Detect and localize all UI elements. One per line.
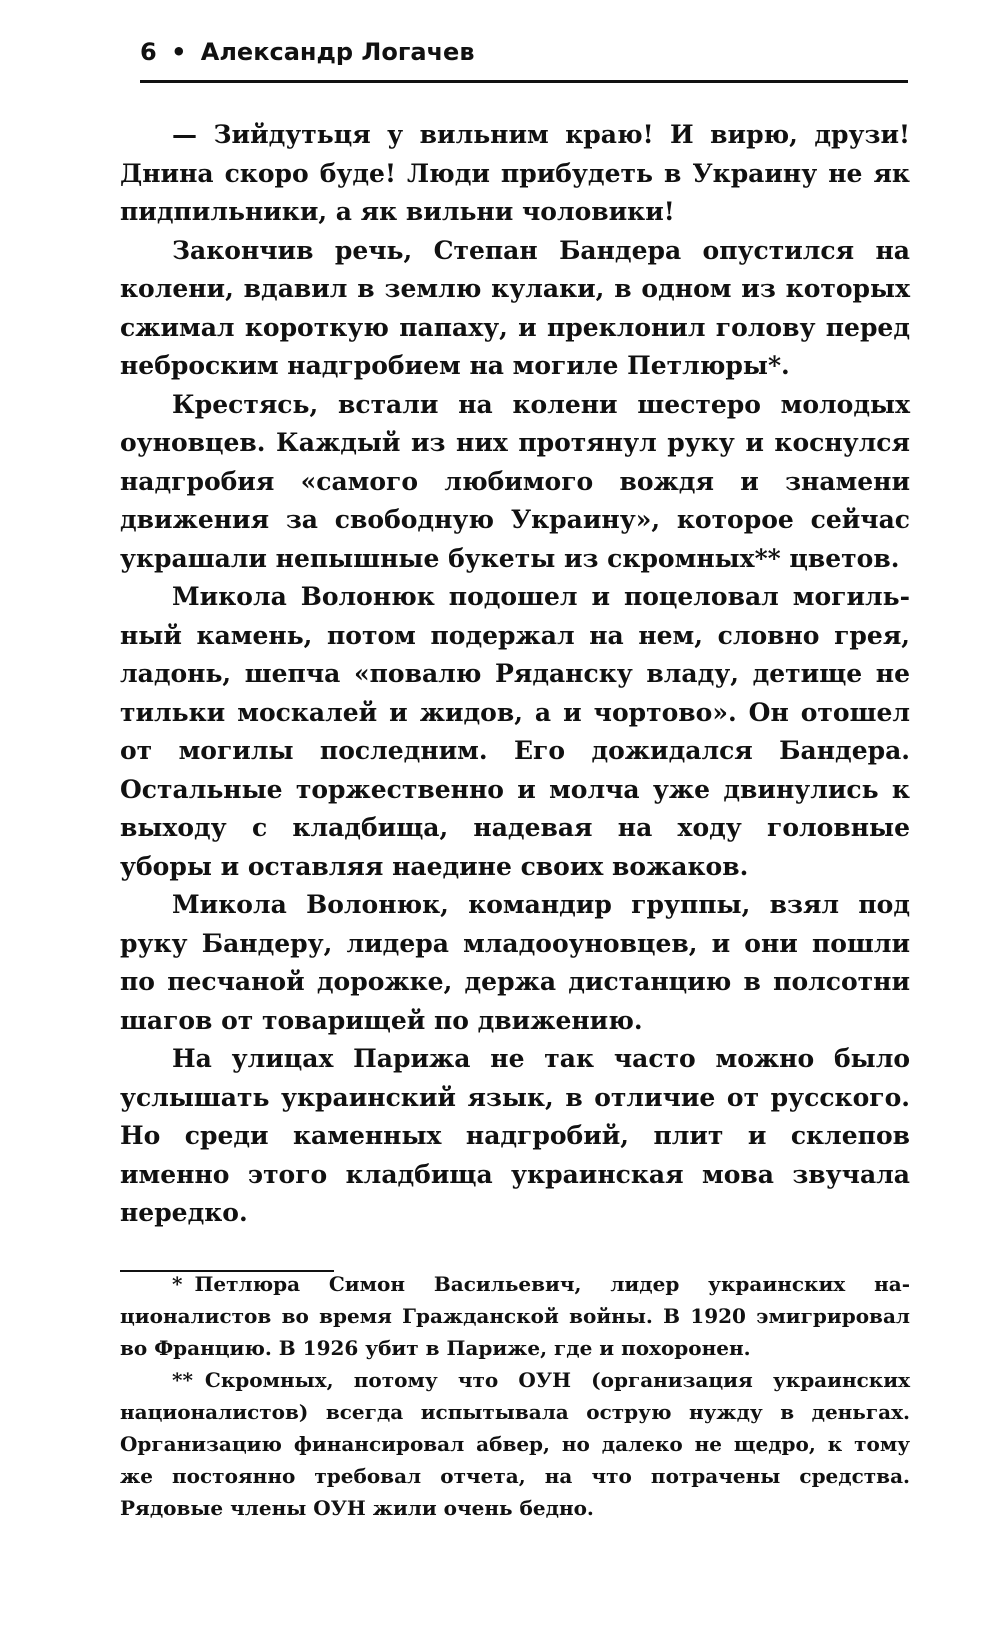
footnote-mark: *: [172, 1272, 183, 1296]
paragraph: Крестясь, встали на колени шестеро молодых оуновцев. Каждый из них протянул руку и коснулся надгробия «самого любимого вождя и знамени движения за свободную Украину», которое сейчас украшали непышные букеты из скромных** цветов.: [120, 389, 910, 573]
header-separator: •: [171, 38, 187, 66]
paragraph: — Зийдутьця у вильним краю! И вирю, друзи! Днина скоро буде! Люди прибудеть в Украину не як пидпильники, а як вильни чоловики!: [120, 120, 910, 226]
paragraph: Микола Волонюк подошел и поцеловал могильный камень, потом подержал на нем, словно грея, ладонь, шепча «повалю Ряданску владу, детище не тильки москалей и жидов, а и чортово». Он отошел от могилы последним. Его дожидался Бандера. Остальные торжественно и молча уже двинулись к выходу с кладбища, надевая на ходу головные уборы и оставляя наедине своих вожаков.: [120, 582, 910, 881]
page-number: 6: [140, 38, 157, 66]
footnote-mark: **: [172, 1368, 193, 1392]
footnotes: [120, 1268, 910, 1524]
paragraph: Закончив речь, Степан Бандера опустился на колени, вдавил в землю кулаки, в одном из которых сжимал короткую папаху, и преклонил голову перед неброским надгробием на могиле Петлюры*.: [120, 235, 910, 380]
paragraph: Микола Волонюк, командир группы, взял под руку Бандеру, лидера младооуновцев, и они пошли по песчаной дорожке, держа дистанцию в полсотни шагов от товарищей по движению.: [120, 890, 910, 1035]
footnote-text: Петлюра Симон Васильевич, лидер украинских националистов во время Гражданской войны. В 1920 эмигрировал во Францию. В 1926 убит в Париже, где и похоронен.: [120, 1272, 910, 1360]
running-header: [140, 38, 475, 66]
header-rule: [140, 80, 908, 83]
author-name: Александр Логачев: [200, 38, 475, 66]
footnote: [120, 1364, 910, 1524]
paragraph: На улицах Парижа не так часто можно было услышать украинский язык, в отличие от русского. Но среди каменных надгробий, плит и склепов именно этого кладбища украинская мова звучала нередко.: [120, 1044, 910, 1227]
main-text: [120, 116, 910, 1233]
footnote-text: Скромных, потому что ОУН (организация украинских националистов) всегда испытывала острую нужду в деньгах. Организацию финансировал абвер, но далеко не щедро, к тому же постоянно требовал отчета, на что потрачены средства. Рядовые члены ОУН жили очень бедно.: [120, 1368, 910, 1520]
footnote: [120, 1268, 910, 1364]
